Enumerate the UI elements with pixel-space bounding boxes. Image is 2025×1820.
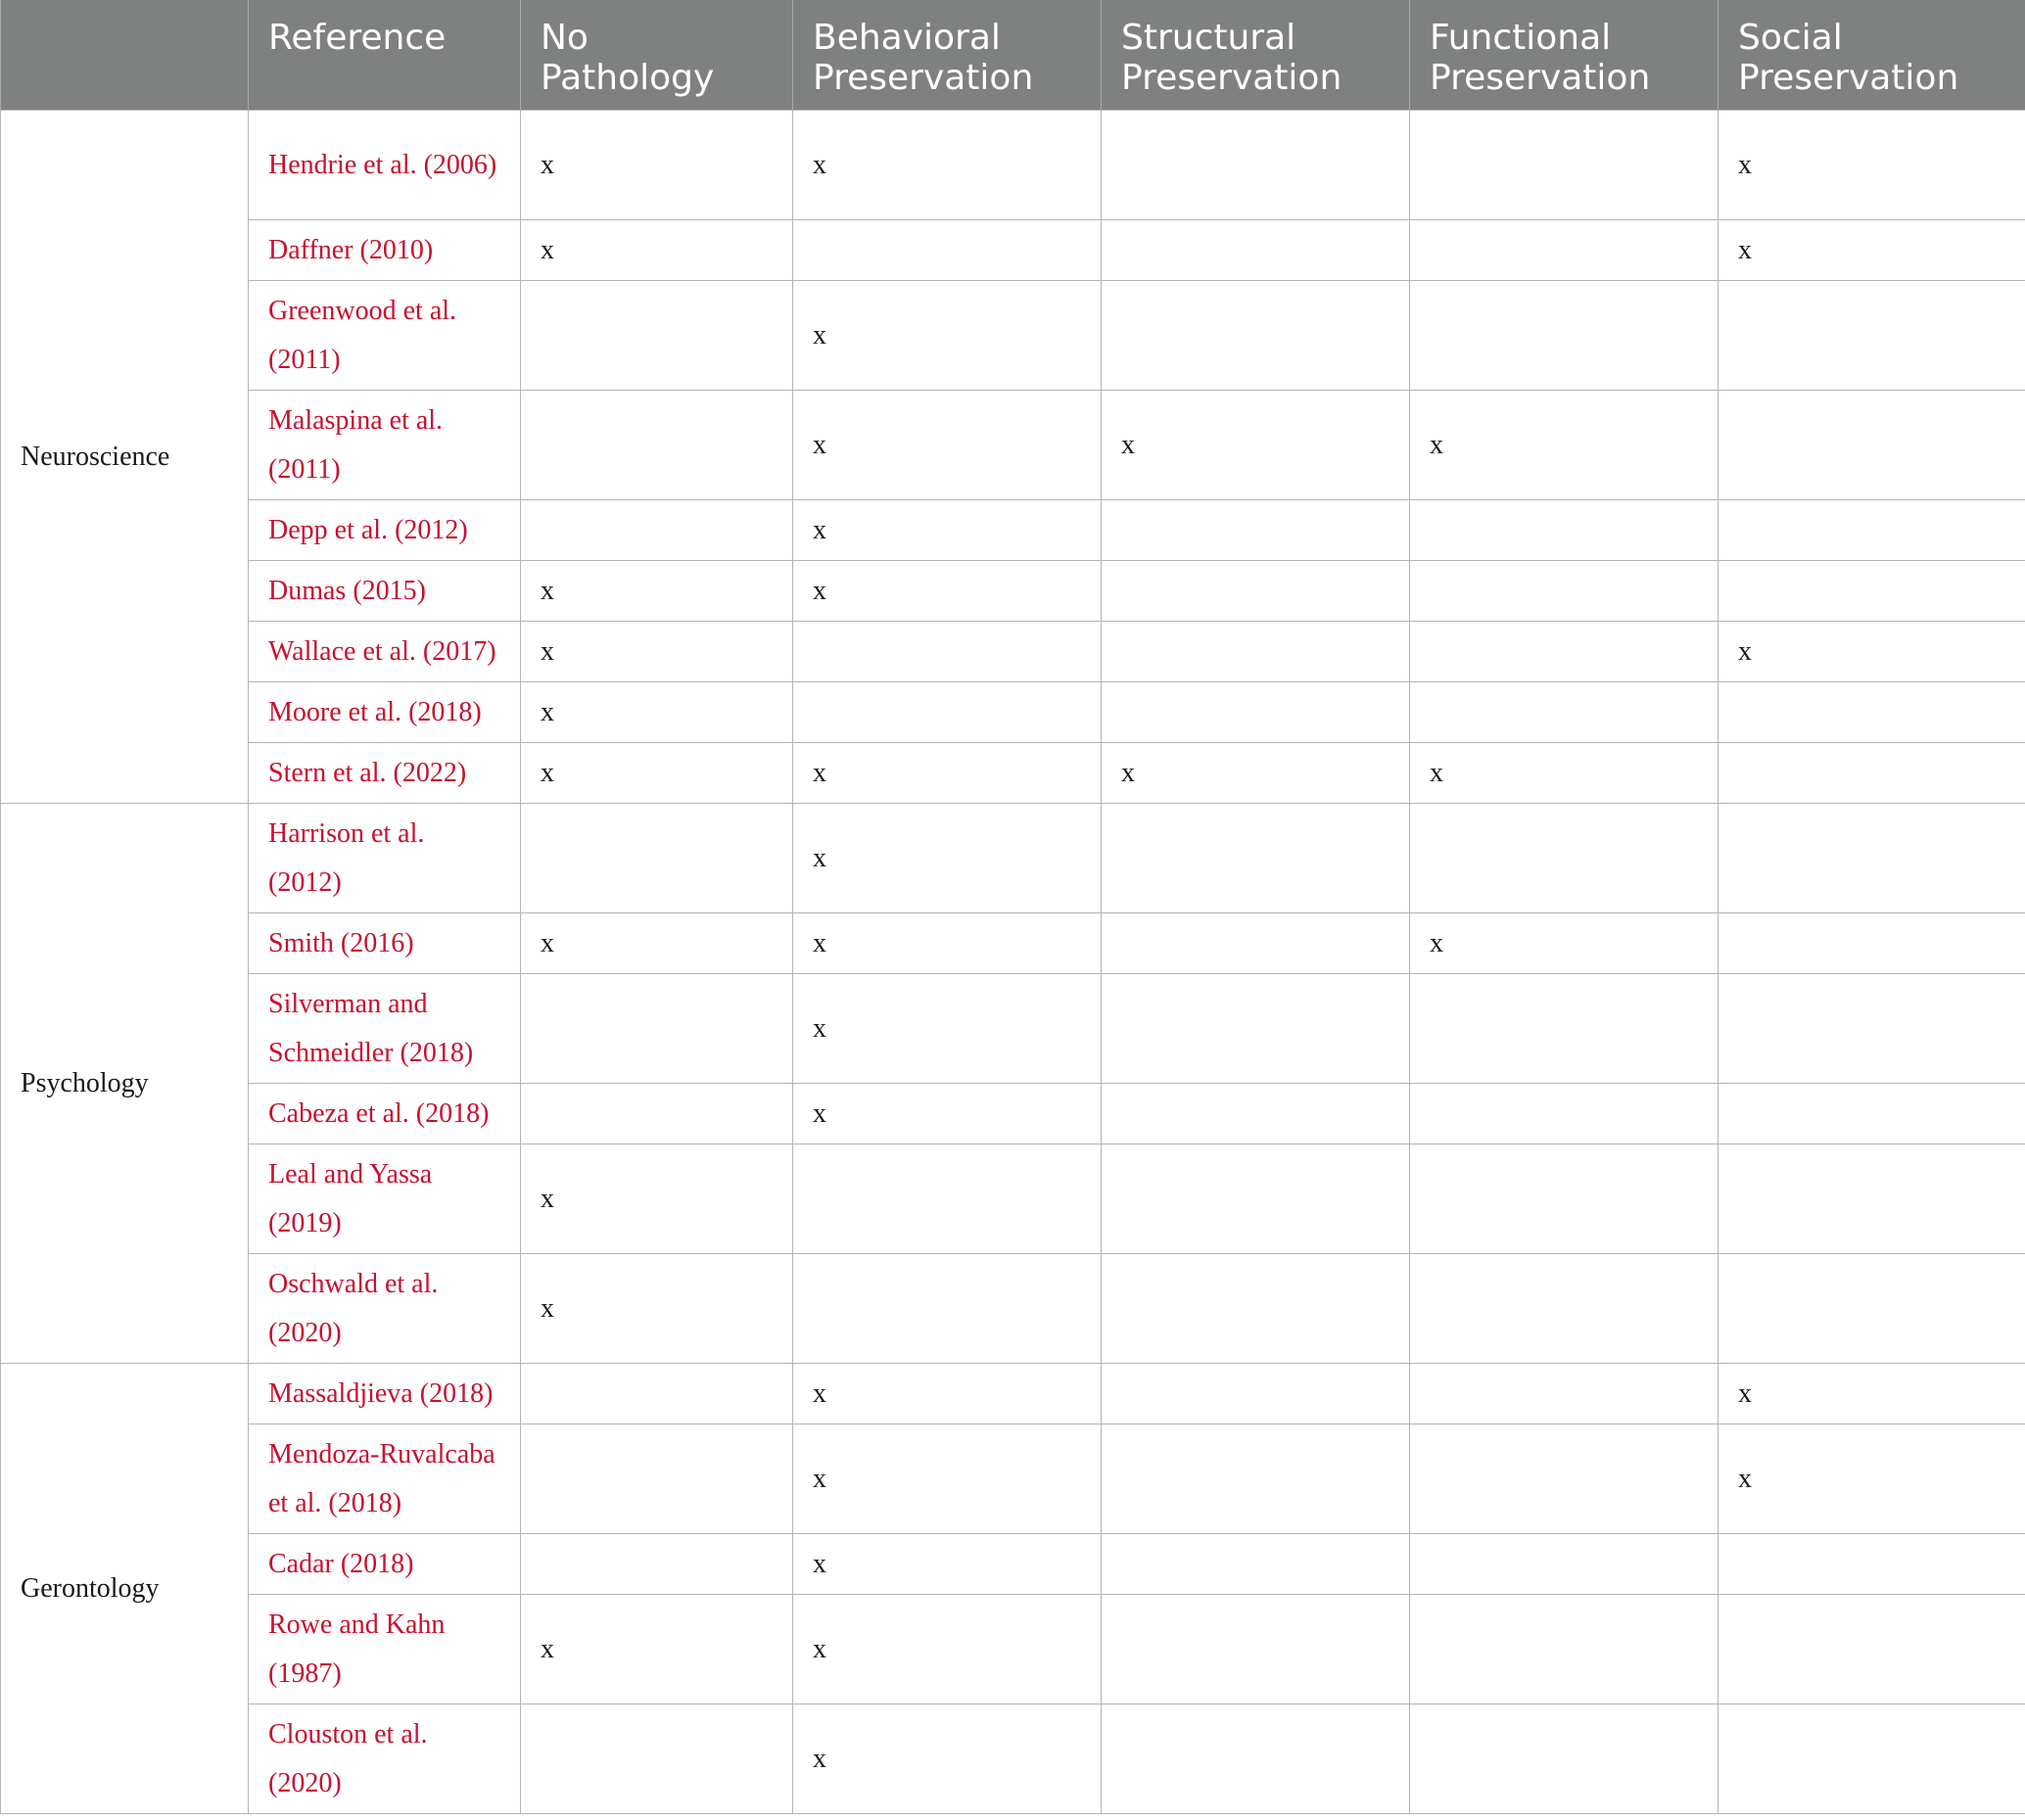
mark-cell-no-pathology xyxy=(521,1704,793,1814)
mark-cell-functional-preservation xyxy=(1410,500,1719,561)
mark-cell-functional-preservation: x xyxy=(1410,391,1719,500)
table-body xyxy=(1,111,2025,1814)
mark-cell-functional-preservation xyxy=(1410,1364,1719,1424)
table-row xyxy=(1,1364,2025,1424)
mark-cell-behavioral-preservation: x xyxy=(793,561,1102,622)
mark-cell-structural-preservation: x xyxy=(1102,743,1410,804)
mark-cell-structural-preservation xyxy=(1102,682,1410,743)
mark-cell-functional-preservation: x xyxy=(1410,743,1719,804)
reference-link[interactable]: Leal and Yassa (2019) xyxy=(249,1144,521,1254)
mark-cell-no-pathology xyxy=(521,1424,793,1534)
mark-cell-structural-preservation xyxy=(1102,281,1410,391)
mark-cell-behavioral-preservation xyxy=(793,220,1102,281)
mark-cell-structural-preservation: x xyxy=(1102,391,1410,500)
mark-cell-social-preservation xyxy=(1719,1595,2025,1704)
field-cell: Gerontology xyxy=(1,1364,249,1814)
mark-cell-structural-preservation xyxy=(1102,561,1410,622)
mark-cell-social-preservation xyxy=(1719,804,2025,913)
table-row xyxy=(1,743,2025,804)
table-row xyxy=(1,1144,2025,1254)
mark-cell-no-pathology xyxy=(521,281,793,391)
mark-cell-no-pathology: x xyxy=(521,1144,793,1254)
mark-cell-behavioral-preservation: x xyxy=(793,1424,1102,1534)
mark-cell-structural-preservation xyxy=(1102,622,1410,682)
mark-cell-functional-preservation xyxy=(1410,1424,1719,1534)
mark-cell-structural-preservation xyxy=(1102,1084,1410,1144)
mark-cell-structural-preservation xyxy=(1102,1144,1410,1254)
table-row xyxy=(1,391,2025,500)
mark-cell-no-pathology: x xyxy=(521,1254,793,1364)
mark-cell-social-preservation xyxy=(1719,743,2025,804)
mark-cell-behavioral-preservation xyxy=(793,682,1102,743)
mark-cell-behavioral-preservation: x xyxy=(793,1364,1102,1424)
mark-cell-functional-preservation xyxy=(1410,1084,1719,1144)
mark-cell-structural-preservation xyxy=(1102,1595,1410,1704)
table-row xyxy=(1,682,2025,743)
reference-link[interactable]: Stern et al. (2022) xyxy=(249,743,521,804)
mark-cell-social-preservation: x xyxy=(1719,1424,2025,1534)
mark-cell-structural-preservation xyxy=(1102,1534,1410,1595)
mark-cell-no-pathology xyxy=(521,391,793,500)
mark-cell-no-pathology: x xyxy=(521,220,793,281)
reference-link[interactable]: Rowe and Kahn (1987) xyxy=(249,1595,521,1704)
reference-link[interactable]: Hendrie et al. (2006) xyxy=(249,111,521,220)
header-social-preservation: Social Preservation xyxy=(1719,0,2025,111)
mark-cell-social-preservation xyxy=(1719,1144,2025,1254)
mark-cell-no-pathology xyxy=(521,1084,793,1144)
mark-cell-functional-preservation xyxy=(1410,1595,1719,1704)
reference-link[interactable]: Cabeza et al. (2018) xyxy=(249,1084,521,1144)
mark-cell-behavioral-preservation xyxy=(793,1254,1102,1364)
mark-cell-structural-preservation xyxy=(1102,974,1410,1084)
table-row xyxy=(1,1704,2025,1814)
table-row xyxy=(1,622,2025,682)
reference-link[interactable]: Cadar (2018) xyxy=(249,1534,521,1595)
mark-cell-structural-preservation xyxy=(1102,1364,1410,1424)
mark-cell-behavioral-preservation xyxy=(793,1144,1102,1254)
mark-cell-no-pathology: x xyxy=(521,913,793,974)
mark-cell-social-preservation xyxy=(1719,1254,2025,1364)
header-row xyxy=(1,0,2025,111)
reference-link[interactable]: Moore et al. (2018) xyxy=(249,682,521,743)
mark-cell-functional-preservation xyxy=(1410,622,1719,682)
mark-cell-functional-preservation xyxy=(1410,220,1719,281)
mark-cell-behavioral-preservation xyxy=(793,622,1102,682)
mark-cell-no-pathology xyxy=(521,500,793,561)
mark-cell-functional-preservation xyxy=(1410,804,1719,913)
table-row xyxy=(1,1595,2025,1704)
mark-cell-no-pathology: x xyxy=(521,111,793,220)
mark-cell-social-preservation: x xyxy=(1719,1364,2025,1424)
mark-cell-social-preservation xyxy=(1719,281,2025,391)
reference-link[interactable]: Mendoza-Ruvalcaba et al. (2018) xyxy=(249,1424,521,1534)
mark-cell-behavioral-preservation: x xyxy=(793,1534,1102,1595)
reference-link[interactable]: Dumas (2015) xyxy=(249,561,521,622)
mark-cell-social-preservation xyxy=(1719,974,2025,1084)
reference-link[interactable]: Malaspina et al. (2011) xyxy=(249,391,521,500)
mark-cell-social-preservation xyxy=(1719,1704,2025,1814)
reference-link[interactable]: Greenwood et al. (2011) xyxy=(249,281,521,391)
mark-cell-social-preservation xyxy=(1719,500,2025,561)
mark-cell-structural-preservation xyxy=(1102,804,1410,913)
mark-cell-behavioral-preservation: x xyxy=(793,1595,1102,1704)
mark-cell-behavioral-preservation: x xyxy=(793,913,1102,974)
mark-cell-structural-preservation xyxy=(1102,500,1410,561)
table-row xyxy=(1,1424,2025,1534)
mark-cell-functional-preservation xyxy=(1410,561,1719,622)
reference-link[interactable]: Harrison et al. (2012) xyxy=(249,804,521,913)
header-functional-preservation: Functional Preservation xyxy=(1410,0,1719,111)
mark-cell-behavioral-preservation: x xyxy=(793,281,1102,391)
header-structural-preservation: Structural Preservation xyxy=(1102,0,1410,111)
mark-cell-behavioral-preservation: x xyxy=(793,974,1102,1084)
mark-cell-social-preservation xyxy=(1719,682,2025,743)
table-row xyxy=(1,281,2025,391)
mark-cell-behavioral-preservation: x xyxy=(793,1704,1102,1814)
mark-cell-functional-preservation xyxy=(1410,682,1719,743)
mark-cell-functional-preservation xyxy=(1410,281,1719,391)
reference-link[interactable]: Wallace et al. (2017) xyxy=(249,622,521,682)
header-reference: Reference xyxy=(249,0,521,111)
table-row xyxy=(1,804,2025,913)
mark-cell-no-pathology xyxy=(521,1534,793,1595)
reference-link[interactable]: Silverman and Schmeidler (2018) xyxy=(249,974,521,1084)
field-cell: Psychology xyxy=(1,804,249,1364)
mark-cell-structural-preservation xyxy=(1102,1424,1410,1534)
reference-link[interactable]: Depp et al. (2012) xyxy=(249,500,521,561)
mark-cell-structural-preservation xyxy=(1102,913,1410,974)
mark-cell-social-preservation: x xyxy=(1719,622,2025,682)
mark-cell-no-pathology xyxy=(521,1364,793,1424)
mark-cell-functional-preservation xyxy=(1410,1704,1719,1814)
mark-cell-functional-preservation xyxy=(1410,1144,1719,1254)
mark-cell-functional-preservation xyxy=(1410,974,1719,1084)
mark-cell-behavioral-preservation: x xyxy=(793,391,1102,500)
table-row xyxy=(1,500,2025,561)
mark-cell-social-preservation xyxy=(1719,391,2025,500)
header-field xyxy=(1,0,249,111)
table-row xyxy=(1,1084,2025,1144)
mark-cell-behavioral-preservation: x xyxy=(793,111,1102,220)
mark-cell-structural-preservation xyxy=(1102,111,1410,220)
table-row xyxy=(1,111,2025,220)
reference-link[interactable]: Daffner (2010) xyxy=(249,220,521,281)
reference-link[interactable]: Smith (2016) xyxy=(249,913,521,974)
mark-cell-social-preservation: x xyxy=(1719,220,2025,281)
field-cell: Neuroscience xyxy=(1,111,249,804)
mark-cell-social-preservation xyxy=(1719,1534,2025,1595)
mark-cell-no-pathology: x xyxy=(521,622,793,682)
mark-cell-no-pathology: x xyxy=(521,561,793,622)
mark-cell-no-pathology xyxy=(521,804,793,913)
table-row xyxy=(1,561,2025,622)
mark-cell-structural-preservation xyxy=(1102,1254,1410,1364)
mark-cell-functional-preservation: x xyxy=(1410,913,1719,974)
mark-cell-behavioral-preservation: x xyxy=(793,1084,1102,1144)
header-no-pathology: No Pathology xyxy=(521,0,793,111)
table-row xyxy=(1,220,2025,281)
table-row xyxy=(1,1254,2025,1364)
mark-cell-behavioral-preservation: x xyxy=(793,804,1102,913)
mark-cell-functional-preservation xyxy=(1410,111,1719,220)
mark-cell-behavioral-preservation: x xyxy=(793,743,1102,804)
mark-cell-no-pathology: x xyxy=(521,682,793,743)
table-header xyxy=(1,0,2025,111)
table-row xyxy=(1,974,2025,1084)
header-behavioral-preservation: Behavioral Preservation xyxy=(793,0,1102,111)
reference-link[interactable]: Massaldjieva (2018) xyxy=(249,1364,521,1424)
mark-cell-no-pathology xyxy=(521,974,793,1084)
mark-cell-structural-preservation xyxy=(1102,220,1410,281)
mark-cell-social-preservation xyxy=(1719,1084,2025,1144)
mark-cell-functional-preservation xyxy=(1410,1254,1719,1364)
mark-cell-functional-preservation xyxy=(1410,1534,1719,1595)
mark-cell-structural-preservation xyxy=(1102,1704,1410,1814)
mark-cell-social-preservation xyxy=(1719,561,2025,622)
reference-link[interactable]: Oschwald et al. (2020) xyxy=(249,1254,521,1364)
mark-cell-behavioral-preservation: x xyxy=(793,500,1102,561)
table-row xyxy=(1,913,2025,974)
table-row xyxy=(1,1534,2025,1595)
mark-cell-no-pathology: x xyxy=(521,1595,793,1704)
mark-cell-no-pathology: x xyxy=(521,743,793,804)
mark-cell-social-preservation: x xyxy=(1719,111,2025,220)
reference-link[interactable]: Clouston et al. (2020) xyxy=(249,1704,521,1814)
mark-cell-social-preservation xyxy=(1719,913,2025,974)
